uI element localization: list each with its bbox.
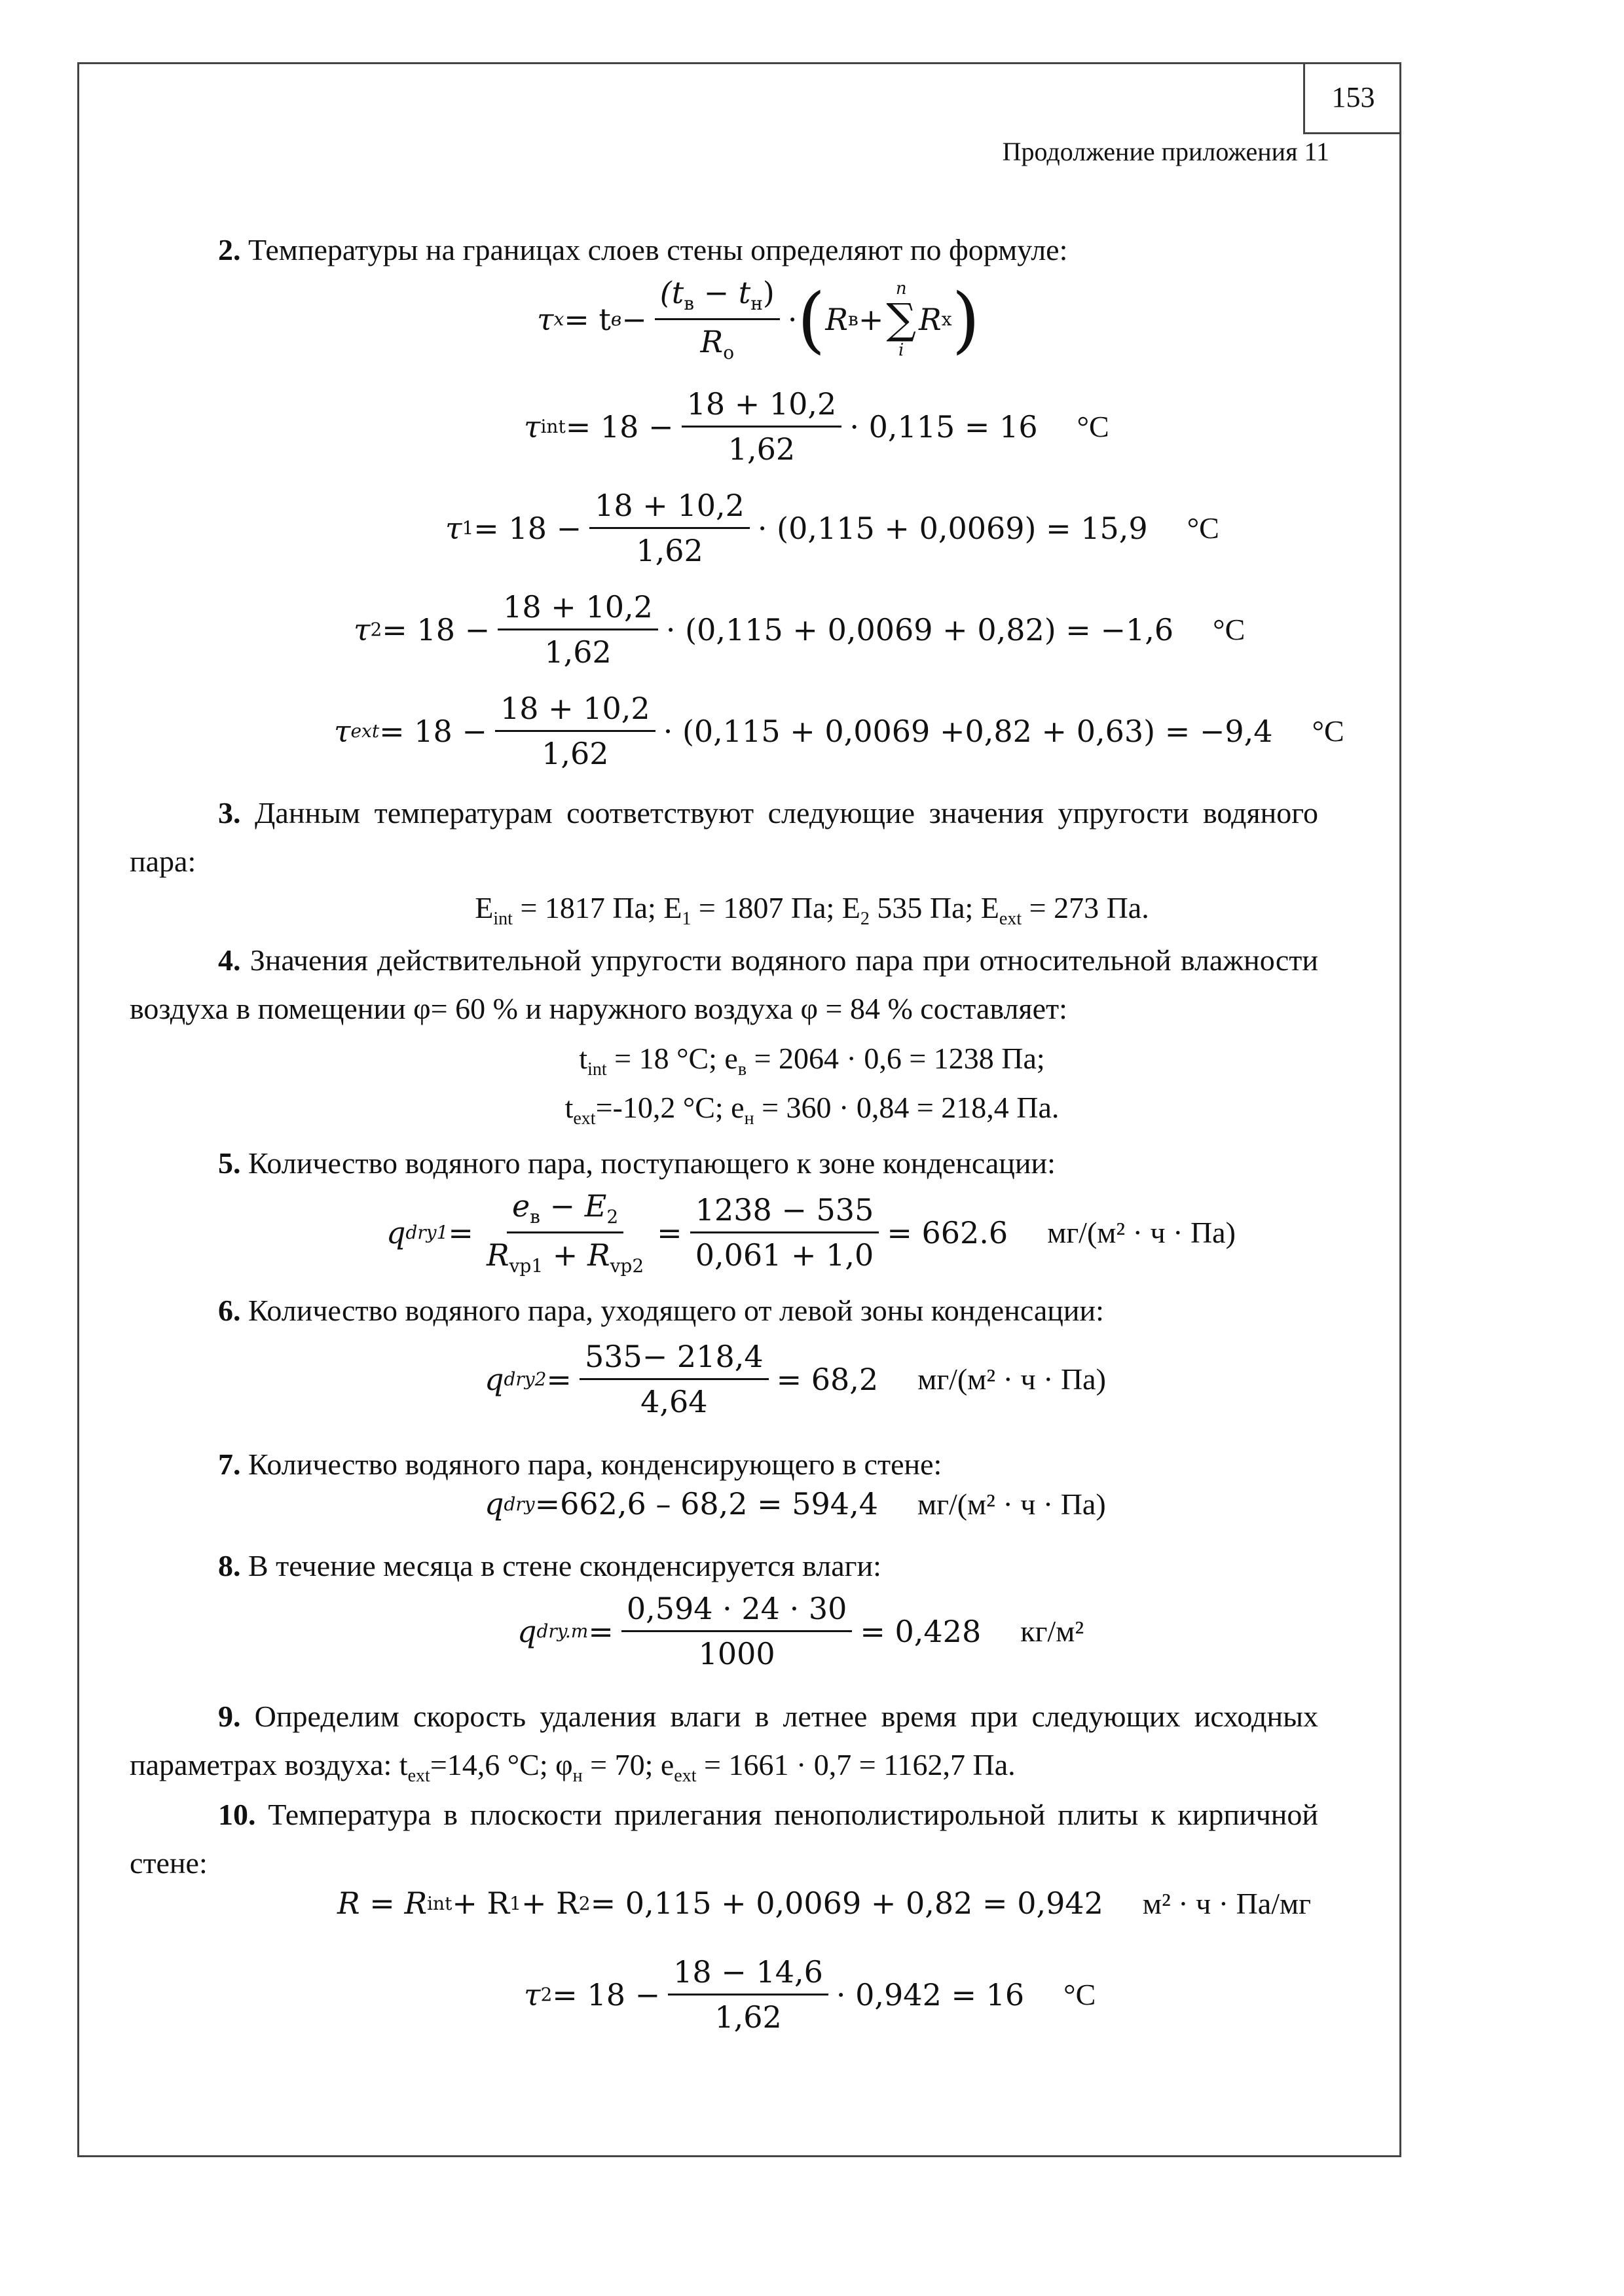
section-4: 4. Значения действительной упругости водяного пара при относительной влажности воздуха в помещении φ= 60 % и наружного воздуха φ = 84 % составляет:	[130, 943, 1318, 1025]
vapor-pressure-values: $E_{int} = 1817$ Па; $E_1 = 1807$ Па; $E_2$ 535 Па; $E_{ext} = 273$ Па.	[475, 891, 1149, 930]
t-ext-line: $t_{ext}=-10,2$ °C; $e_н = 360 \cdot 0,84 = 218,4$ Па.	[564, 1091, 1060, 1129]
formula-r-total: R = R int + R 1 + R 2 = 0,115 + 0,0069 + 0,82 = 0,942 м² · ч · Па/мг	[337, 1886, 1311, 1921]
t-int-line: $t_{int} = 18$ °C; $e_в = 2064 \cdot 0,6 = 1238$ Па;	[579, 1042, 1045, 1080]
formula-t-int: τ int = 18 − $\frac{18 + 10,2}{1,62}$ · 0,115 = 16 °C	[524, 386, 1109, 467]
section-7: 7. Количество водяного пара, конденсирующего в стене:	[218, 1448, 942, 1481]
section-5: 5. Количество водяного пара, поступающего к зоне конденсации:	[218, 1146, 1056, 1180]
section-8: 8. В течение месяца в стене сконденсируется влаги:	[218, 1549, 881, 1582]
section-6: 6. Количество водяного пара, уходящего от левой зоны конденсации:	[218, 1294, 1104, 1327]
formula-t2-final: τ 2 = 18 − $\frac{18 - 14,6}{1,62}$ · 0,942 = 16 °C	[524, 1954, 1096, 2035]
formula-q-dry: q dry =662,6 – 68,2 = 594,4 мг/(м² · ч · Па)	[485, 1486, 1106, 1522]
page-number: 153	[1303, 62, 1401, 134]
formula-q-dry-m: q dry.m = $\frac{0,594 \cdot 24 \cdot 30}{1000}$ = 0,428 кг/м²	[517, 1591, 1084, 1671]
section-3: 3. Данным температурам соответствуют следующие значения упругости водяного пара:	[130, 796, 1318, 878]
formula-q-dry1: q dry1 = $\frac{e_в - E_2}{R_{vp1} + R_{vp2}}$ = $\frac{1238 - 535}{0,061 + 1,0}$ = 662.6 мг/(м² · ч · Па)	[386, 1188, 1236, 1277]
section-10: 10. Температура в плоскости прилегания пенополистирольной плиты к кирпичной стене:	[130, 1798, 1318, 1880]
formula-general: τ x = t в − $\frac{(t_в - t_н)}{R_o}$ · ( R в + n ∑ i R x )	[537, 275, 980, 364]
formula-t-1: τ 1 = 18 − $\frac{18 + 10,2}{1,62}$ · (0,115 + 0,0069) = 15,9 °C	[445, 488, 1219, 568]
formula-t-ext: τ ext = 18 − $\frac{18 + 10,2}{1,62}$ · (0,115 + 0,0069 +0,82 + 0,63) = −9,4 °C	[334, 691, 1344, 771]
section-2: 2. Температуры на границах слоев стены определяют по формуле:	[218, 233, 1068, 266]
continuation-label: Продолжение приложения 11	[1002, 137, 1329, 166]
formula-q-dry2: q dry2 = $\frac{535- 218,4}{4,64}$ = 68,2 мг/(м² · ч · Па)	[485, 1339, 1106, 1419]
section-9: 9. Определим скорость удаления влаги в летнее время при следующих исходных параметрах воздуха: $t_{ext}=14,6$ °C; $\varphi_н = 70$; $e_{ext} = 1661 \cdot 0,7 = 1162,7$ Па.	[130, 1700, 1318, 1787]
formula-t-2: τ 2 = 18 − $\frac{18 + 10,2}{1,62}$ · (0,115 + 0,0069 + 0,82) = −1,6 °C	[354, 589, 1246, 670]
